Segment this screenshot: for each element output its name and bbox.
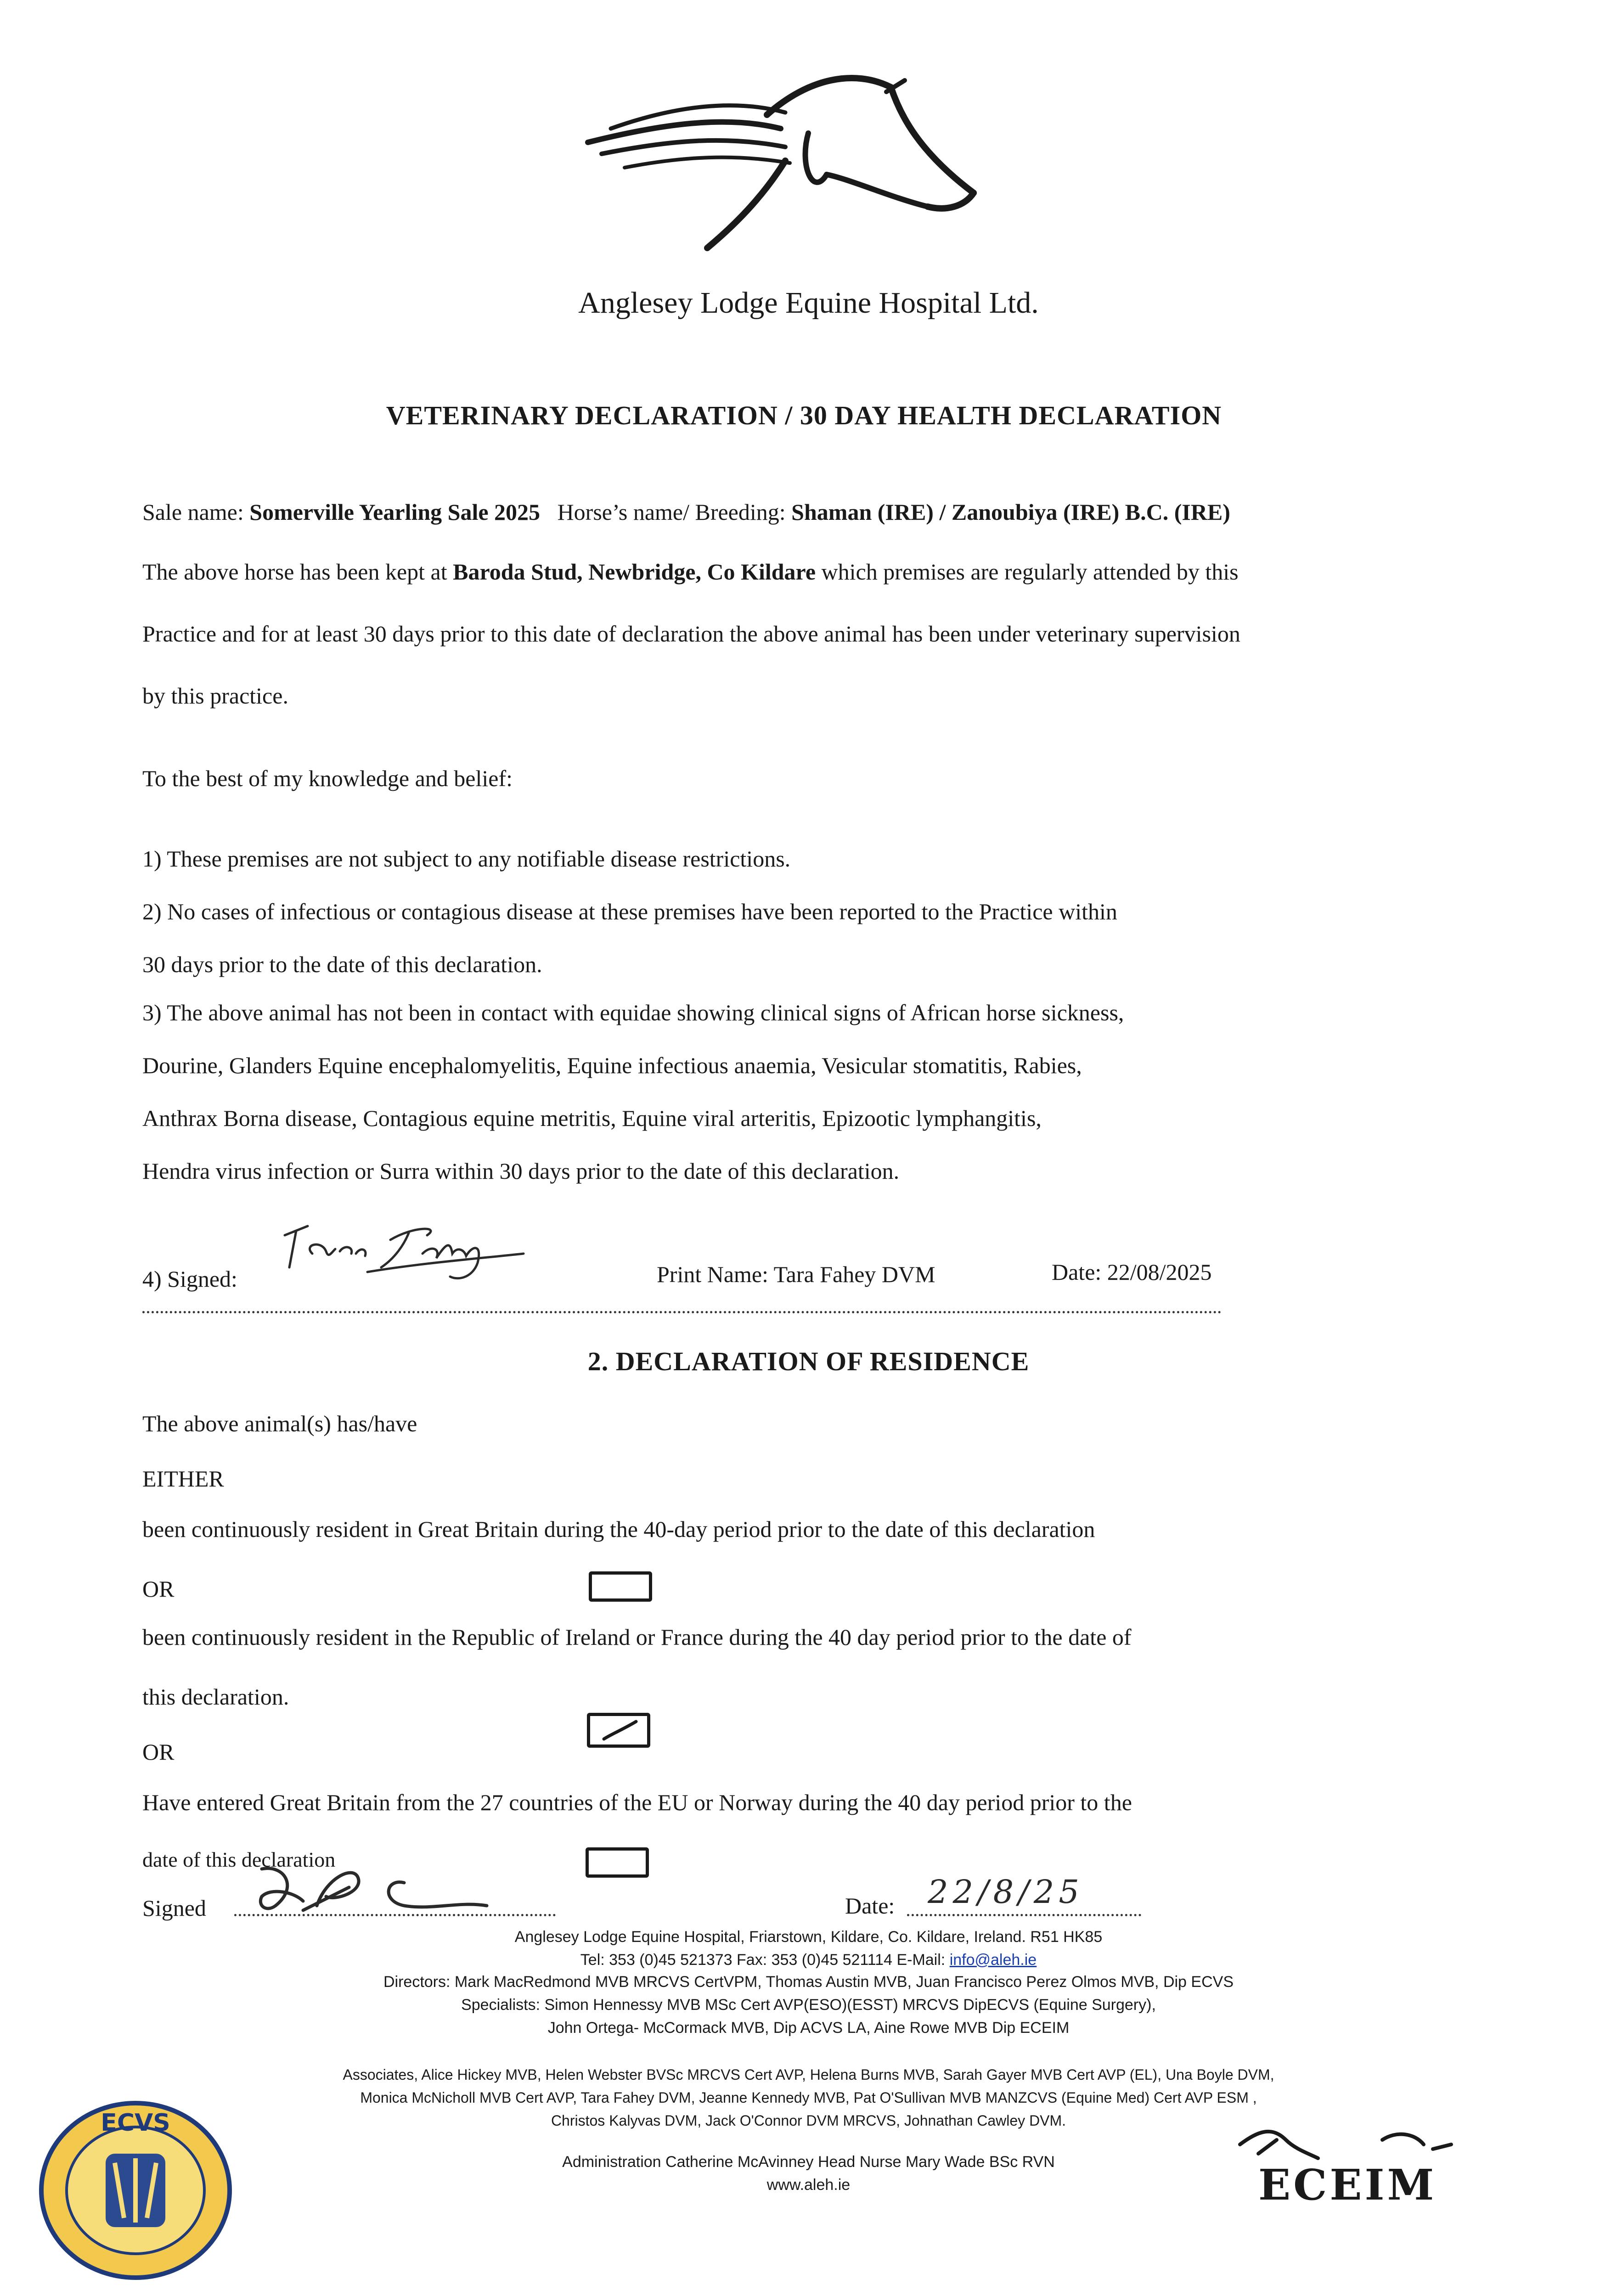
footer-associates-3: Christos Kalyvas DVM, Jack O'Connor DVM MRCVS, Johnathan Cawley DVM. <box>551 2112 1066 2129</box>
ecvs-seal-logo <box>37 2099 234 2282</box>
footer-address: Anglesey Lodge Equine Hospital, Friarstown, Kildare, Co. Kildare, Ireland. R51 HK85 <box>514 1928 1103 1946</box>
eceim-logo <box>1231 2112 1470 2213</box>
kept-prefix: The above horse has been kept at <box>142 559 447 585</box>
declaration-title: VETERINARY DECLARATION / 30 DAY HEALTH DECLARATION <box>386 400 1222 430</box>
residence-or-2: OR <box>142 1739 175 1765</box>
footer-associates-1: Associates, Alice Hickey MVB, Helen Webster BVSc MRCVS Cert AVP, Helena Burns MVB, Sarah Gayer MVB Cert AVP (EL), Una Boyle DVM, <box>343 2066 1274 2083</box>
residence-option-3-line-2: date of this declaration <box>142 1848 336 1871</box>
horse-label: Horse’s name/ Breeding: <box>557 499 786 525</box>
kept-suffix: which premises are regularly attended by this <box>821 559 1239 585</box>
option-2-checkbox-checked[interactable] <box>587 1713 650 1748</box>
section-divider <box>142 1311 1222 1313</box>
footer-specialists-2: John Ortega- McCormack MVB, Dip ACVS LA, Aine Rowe MVB Dip ECEIM <box>547 2019 1070 2037</box>
horse-name: Shaman (IRE) / Zanoubiya (IRE) B.C. (IRE) <box>791 499 1230 525</box>
residence-or-1: OR <box>142 1576 175 1602</box>
footer-admin: Administration Catherine McAvinney Head Nurse Mary Wade BSc RVN <box>562 2153 1055 2171</box>
sale-horse-line <box>142 498 1230 526</box>
checkmark-icon <box>590 1716 647 1745</box>
footer-contact <box>0 1949 1617 1970</box>
footer-email-link[interactable]: info@aleh.ie <box>949 1951 1037 1969</box>
footer-contact-text: Tel: 353 (0)45 521373 Fax: 353 (0)45 521114 E-Mail: <box>580 1951 946 1969</box>
kept-line-2: Practice and for at least 30 days prior to this date of declaration the above animal has been under veterinary supervision <box>142 621 1240 647</box>
hospital-name: Anglesey Lodge Equine Hospital Ltd. <box>578 286 1039 320</box>
belief-statement: To the best of my knowledge and belief: <box>142 765 513 791</box>
vet-signature <box>276 1208 533 1290</box>
residence-intro: The above animal(s) has/have <box>142 1411 417 1436</box>
residence-option-3-line-1: Have entered Great Britain from the 27 countries of the EU or Norway during the 40 day period prior to the <box>142 1790 1132 1815</box>
residence-signature <box>248 1855 524 1919</box>
residence-signed-label: Signed <box>142 1895 206 1921</box>
item-3-line-2: Dourine, Glanders Equine encephalomyelitis, Equine infectious anaemia, Vesicular stomatitis, Rabies, <box>142 1052 1082 1078</box>
footer-directors: Directors: Mark MacRedmond MVB MRCVS CertVPM, Thomas Austin MVB, Juan Francisco Perez Olmos MVB, Dip ECVS <box>383 1973 1234 1991</box>
eceim-logo-text: ECEIM <box>1258 2160 1437 2210</box>
ecvs-seal-text: ECVS <box>101 2109 170 2137</box>
footer-specialists-1: Specialists: Simon Hennessy MVB MSc Cert AVP(ESO)(ESST) MRCVS DipECVS (Equine Surgery), <box>461 1996 1156 2014</box>
signed-label: 4) Signed: <box>142 1266 237 1292</box>
residence-date-line <box>907 1914 1141 1916</box>
residence-title: 2. DECLARATION OF RESIDENCE <box>587 1346 1030 1376</box>
residence-option-2-line-2: this declaration. <box>142 1684 289 1710</box>
item-3-line-3: Anthrax Borna disease, Contagious equine metritis, Equine viral arteritis, Epizootic lymphangitis, <box>142 1105 1042 1131</box>
item-3-line-1: 3) The above animal has not been in contact with equidae showing clinical signs of African horse sickness, <box>142 1000 1124 1025</box>
kept-location: Baroda Stud, Newbridge, Co Kildare <box>453 559 816 585</box>
print-name: Print Name: Tara Fahey DVM <box>657 1261 935 1287</box>
footer-associates-2: Monica McNicholl MVB Cert AVP, Tara Fahey DVM, Jeanne Kennedy MVB, Pat O'Sullivan MVB MANZCVS (Equine Med) Cert AVP ESM , <box>360 2089 1257 2106</box>
item-2-line-2: 30 days prior to the date of this declaration. <box>142 951 542 977</box>
residence-option-1: been continuously resident in Great Britain during the 40-day period prior to the date of this declaration <box>142 1516 1095 1542</box>
option-1-checkbox[interactable] <box>589 1571 652 1602</box>
horse-head-logo <box>569 60 992 253</box>
item-3-line-4: Hendra virus infection or Surra within 30 days prior to the date of this declaration. <box>142 1158 900 1184</box>
item-2-line-1: 2) No cases of infectious or contagious disease at these premises have been reported to the Practice within <box>142 899 1117 924</box>
residence-option-2-line-1: been continuously resident in the Republic of Ireland or France during the 40 day period prior to the date of <box>142 1624 1132 1650</box>
sale-label: Sale name: <box>142 499 244 525</box>
option-3-checkbox[interactable] <box>586 1847 649 1878</box>
kept-line-1 <box>142 558 1239 585</box>
residence-handwritten-date: 22/8/25 <box>928 1873 1084 1911</box>
declaration-date: Date: 22/08/2025 <box>1052 1259 1212 1285</box>
footer-website[interactable]: www.aleh.ie <box>766 2176 851 2194</box>
residence-either: EITHER <box>142 1466 224 1491</box>
residence-date-label: Date: <box>845 1893 895 1919</box>
item-1: 1) These premises are not subject to any notifiable disease restrictions. <box>142 846 791 872</box>
sale-name: Somerville Yearling Sale 2025 <box>249 499 541 525</box>
kept-line-3: by this practice. <box>142 683 288 709</box>
